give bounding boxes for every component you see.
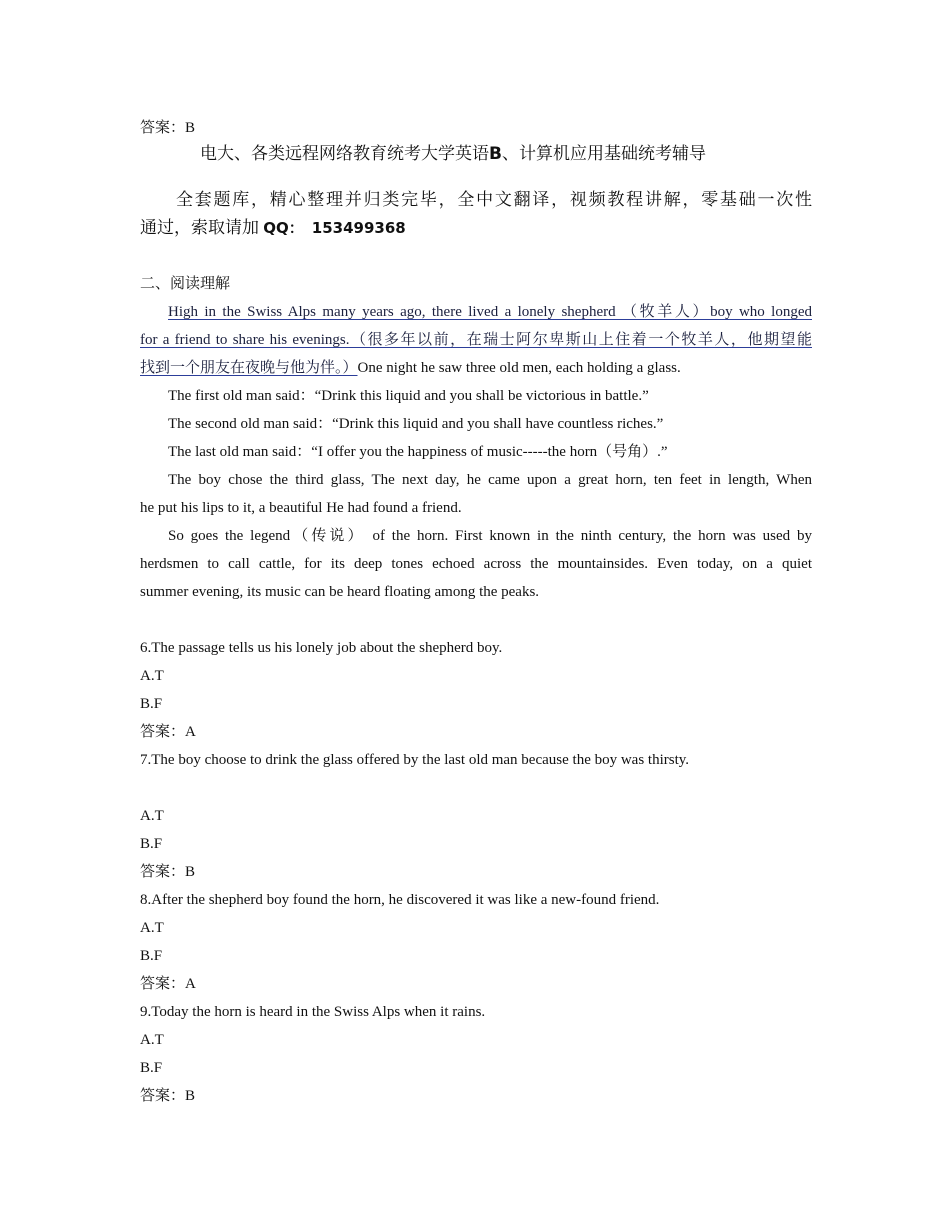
top-answer: 答案：B — [140, 120, 196, 136]
passage-paragraph-6-line-1: So goes the legend（传说） of the horn. First known in the ninth century, the horn was used by — [168, 528, 812, 544]
question-answer: 答案：B — [140, 864, 196, 880]
section-heading: 二、阅读理解 — [140, 276, 231, 292]
passage-paragraph-4: The last old man said：“I offer you the happiness of music-----the horn（号角）.” — [168, 444, 668, 460]
ad-title — [200, 140, 706, 168]
passage-paragraph-5-line-2: he put his lips to it, a beautiful He had found a friend. — [140, 500, 462, 516]
question-answer: 答案：B — [140, 1088, 196, 1104]
question-text: 8.After the shepherd boy found the horn, he discovered it was like a new-found friend. — [140, 892, 660, 908]
passage-paragraph-2: The first old man said：“Drink this liquid and you shall be victorious in battle.” — [168, 388, 649, 404]
passage-underlined-2: for a friend to share his evenings.（很多年以前，在瑞士阿尔卑斯山上住着一个牧羊人，他期望能 — [140, 332, 812, 348]
qq-label: QQ： — [263, 219, 304, 237]
question-text: 7.The boy choose to drink the glass offered by the last old man because the boy was thirsty. — [140, 752, 690, 768]
ad-body — [140, 186, 812, 242]
question-text: 6.The passage tells us his lonely job about the shepherd boy. — [140, 640, 503, 656]
question-option-b: B.F — [140, 836, 163, 852]
passage-line-1 — [168, 298, 812, 326]
ad-title-part-c: 、计算机应用基础统考辅导 — [501, 144, 706, 164]
passage-paragraph-6-line-2: herdsmen to call cattle, for its deep tones echoed across the mountainsides. Even today, on a quiet — [140, 556, 812, 572]
ad-title-part-a: 电大、各类远程网络教育统考大学英语 — [200, 144, 489, 164]
passage-line-3-rest: One night he saw three old men, each holding a glass. — [357, 360, 681, 376]
passage-underlined-3: 找到一个朋友在夜晚与他为伴。） — [140, 360, 358, 376]
question-option-a: A.T — [140, 920, 164, 936]
passage-paragraph-3: The second old man said：“Drink this liquid and you shall have countless riches.” — [168, 416, 664, 432]
ad-line-1: 全套题库，精心整理并归类完毕，全中文翻译，视频教程讲解，零基础一次性 — [176, 190, 812, 209]
question-option-a: A.T — [140, 668, 164, 684]
ad-line-2 — [140, 218, 406, 237]
question-answer: 答案：A — [140, 724, 196, 740]
qq-number: 153499368 — [311, 219, 406, 237]
passage-line-2 — [140, 326, 812, 354]
question-option-b: B.F — [140, 1060, 163, 1076]
passage-paragraph-6-line-3: summer evening, its music can be heard floating among the peaks. — [140, 584, 540, 600]
passage-paragraph-5-line-1: The boy chose the third glass, The next day, he came upon a great horn, ten feet in length, When — [168, 472, 812, 488]
ad-line-2-text: 通过，索取请加 — [140, 218, 264, 237]
question-option-b: B.F — [140, 696, 163, 712]
question-option-a: A.T — [140, 1032, 164, 1048]
question-text: 9.Today the horn is heard in the Swiss Alps when it rains. — [140, 1004, 486, 1020]
question-answer: 答案：A — [140, 976, 196, 992]
passage-line-3 — [140, 354, 812, 382]
question-option-a: A.T — [140, 808, 164, 824]
passage-underlined-1: High in the Swiss Alps many years ago, there lived a lonely shepherd （牧羊人）boy who longed — [168, 304, 812, 320]
question-option-b: B.F — [140, 948, 163, 964]
ad-title-part-b: B — [489, 144, 502, 164]
